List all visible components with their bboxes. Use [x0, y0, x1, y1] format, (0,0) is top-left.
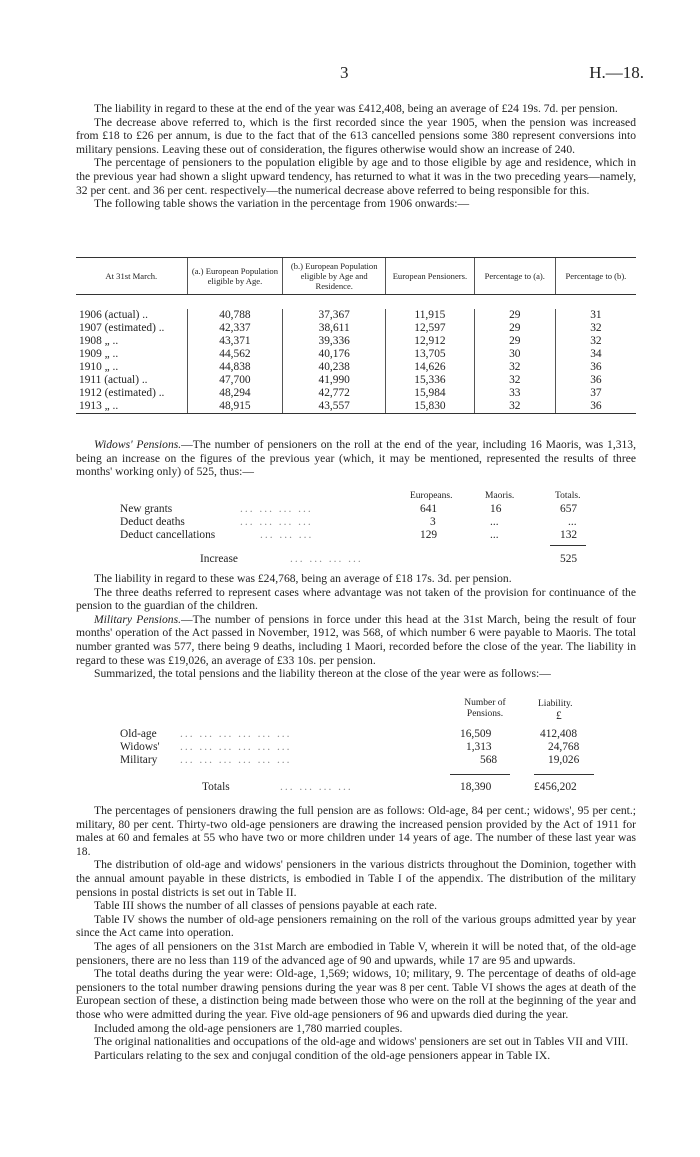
table-cell: 48,294	[187, 387, 283, 400]
table-cell: ...	[490, 529, 499, 541]
table-cell: ...	[568, 516, 577, 528]
page-number: 3	[340, 63, 349, 82]
widows-table-header	[120, 490, 600, 503]
totals-liability: £456,202	[534, 781, 577, 793]
column-header: Percentage to (b).	[555, 258, 636, 295]
table-cell: 129	[420, 529, 438, 541]
row-label: Deduct deaths	[120, 516, 185, 528]
table-cell: 1906 (actual) ..	[79, 309, 148, 321]
table-cell: 3	[430, 516, 436, 528]
table-cell: 412,408	[540, 728, 578, 740]
table-cell: 16	[490, 503, 502, 515]
widows-paragraph	[76, 438, 636, 479]
increase-value: 525	[560, 553, 578, 565]
table-cell: 15,830	[386, 400, 475, 414]
table-cell: 31	[555, 309, 636, 322]
table-cell: 12,597	[386, 322, 475, 335]
table-cell: 15,336	[386, 374, 475, 387]
intro-paragraph-3: The percentage of pensioners to the population eligible by age and to those eligible by age and residence, which in the previous year had shown a slight upward tendency, has returned to what it was in the two preceding years—namely, 32 per cent. and 36 per cent. respectively—the numerical decrease above referred to being responsible for this.	[76, 156, 636, 197]
table-cell: 1,313	[466, 741, 492, 753]
column-header: At 31st March.	[76, 258, 187, 295]
percentage-table	[76, 257, 636, 414]
column-header: Maoris.	[485, 491, 515, 501]
table-cell: 36	[555, 400, 636, 414]
table-cell: 12,912	[386, 335, 475, 348]
table-cell: ...	[490, 516, 499, 528]
leader-dots: ... ... ... ... ... ...	[180, 754, 292, 766]
table-cell: 43,557	[283, 400, 386, 414]
military-paragraph	[76, 613, 636, 667]
table-cell: 24,768	[548, 741, 580, 753]
table-cell: 13,705	[386, 348, 475, 361]
table-cell: 38,611	[283, 322, 386, 335]
table-cell: 43,371	[187, 335, 283, 348]
table-cell: 32	[474, 374, 555, 387]
column-header: European Pensioners.	[386, 258, 475, 295]
currency-unit: £	[556, 710, 562, 722]
closing-paragraph: Table IV shows the number of old-age pensioners remaining on the roll of the various groups admitted year by year since the Act came into operation.	[76, 912, 636, 940]
summary-intro-paragraph: Summarized, the total pensions and the liability thereon at the close of the year were as follows:—	[94, 667, 551, 681]
widows-table	[120, 490, 600, 566]
military-title: Military Pensions.	[94, 612, 182, 626]
sum-rule	[550, 545, 586, 546]
table-cell: 15,984	[386, 387, 475, 400]
leader-dots: ... ... ...	[260, 529, 314, 541]
summary-table	[120, 698, 600, 794]
table-cell: 39,336	[283, 335, 386, 348]
table-row	[120, 516, 600, 529]
column-header-liability: Liability.	[538, 699, 573, 709]
closing-paragraph: The ages of all pensioners on the 31st March are embodied in Table V, wherein it will be noted that, of the old-age pensioners, there are no less than 119 of the advanced age of 90 and upwards, while 17 are 95 and upwards.	[76, 939, 636, 967]
intro-paragraph-4: The following table shows the variation in the percentage from 1906 onwards:—	[94, 197, 470, 211]
table-row	[76, 335, 636, 348]
table-cell: 36	[555, 361, 636, 374]
widows-text: —The number of pensioners on the roll at the end of the year, including 16 Maoris, was 1,313, being an increase on the figures of the previous year (which, it may be mentioned, represented the results of three months' working only) of 525, thus:—	[76, 438, 637, 479]
document-reference: H.—18.	[589, 63, 644, 82]
table-cell: 1909 „ ..	[79, 348, 119, 360]
table-cell: 32	[555, 322, 636, 335]
leader-dots: ... ... ... ...	[290, 553, 363, 565]
table-cell: 44,838	[187, 361, 283, 374]
sum-rule	[534, 774, 594, 775]
widows-section	[76, 438, 636, 479]
page-header	[0, 63, 700, 88]
table-cell: 657	[560, 503, 578, 515]
table-row	[76, 309, 636, 322]
totals-number: 18,390	[460, 781, 492, 793]
table-cell: 32	[474, 400, 555, 414]
table-cell: 40,788	[187, 309, 283, 322]
table-cell: 29	[474, 335, 555, 348]
military-text: —The number of pensions in force under this head at the 31st March, being the result of four months' operation of the Act passed in November, 1912, was 568, of which number 6 were payable to Maoris. The total number granted was 577, there being 9 deaths, including 1 Maori, recorded before the close of the year. The liability in regard to these was £19,026, an average of £33 10s. per pension.	[76, 612, 636, 667]
table-cell: 29	[474, 322, 555, 335]
table-row	[76, 400, 636, 414]
percentage-table-wrapper	[76, 257, 636, 414]
closing-paragraph: The distribution of old-age and widows' pensioners in the various districts throughout the Dominion, together with the annual amount payable in these districts, is embodied in Table I of the appendix. The distribution of the military pensions in postal districts is set out in Table II.	[76, 858, 636, 899]
table-row	[120, 741, 600, 754]
closing-paragraph: Particulars relating to the sex and conjugal condition of the old-age pensioners appear in Table IX.	[94, 1048, 551, 1062]
table-cell: 14,626	[386, 361, 475, 374]
widows-liability-paragraph: The liability in regard to these was £24,768, being an average of £18 17s. 3d. per pension.	[94, 572, 512, 585]
table-cell: 48,915	[187, 400, 283, 414]
widows-deaths-paragraph: The three deaths referred to represent cases where advantage was not taken of the provision for continuance of the pension to the guardian of the children.	[76, 585, 636, 613]
column-header: Europeans.	[410, 491, 453, 501]
table-cell: 44,562	[187, 348, 283, 361]
table-cell: 641	[420, 503, 438, 515]
totals-label: Totals	[202, 781, 230, 793]
leader-dots: ... ... ... ...	[240, 503, 313, 515]
table-cell: 1908 „ ..	[79, 335, 119, 347]
row-label: Old-age	[120, 728, 157, 740]
leader-dots: ... ... ... ...	[280, 781, 353, 793]
table-cell: 32	[474, 361, 555, 374]
table-cell: 37,367	[283, 309, 386, 322]
table-cell: 42,772	[283, 387, 386, 400]
table-cell: 32	[555, 335, 636, 348]
row-label: Deduct cancellations	[120, 529, 216, 541]
leader-dots: ... ... ... ...	[240, 516, 313, 528]
column-header: Totals.	[555, 491, 581, 501]
closing-paragraph: The original nationalities and occupations of the old-age and widows' pensioners are set out in Tables VII and VIII.	[94, 1035, 629, 1049]
table-cell: 132	[560, 529, 578, 541]
widows-followup	[76, 572, 636, 681]
table-cell: 1910 „ ..	[79, 361, 119, 373]
row-label: Military	[120, 754, 158, 766]
table-row	[76, 387, 636, 400]
closing-paragraph: Included among the old-age pensioners are 1,780 married couples.	[94, 1021, 403, 1035]
intro-paragraph-1: The liability in regard to these at the end of the year was £412,408, being an average of £24 19s. 7d. per pension.	[94, 102, 618, 115]
table-cell: 37	[555, 387, 636, 400]
table-cell: 42,337	[187, 322, 283, 335]
table-cell: 36	[555, 374, 636, 387]
table-cell: 19,026	[548, 754, 580, 766]
column-header: (b.) European Population eligible by Age and Residence.	[283, 258, 386, 295]
table-cell: 47,700	[187, 374, 283, 387]
column-header-number: Number of Pensions.	[464, 698, 506, 719]
table-row	[120, 728, 600, 741]
column-header: (a.) European Population eligible by Age.	[187, 258, 283, 295]
table-cell: 16,509	[460, 728, 492, 740]
table-cell: 34	[555, 348, 636, 361]
column-header: Percentage to (a).	[474, 258, 555, 295]
table-cell: 1913 „ ..	[76, 400, 187, 414]
table-cell: 568	[480, 754, 498, 766]
widows-title: Widows' Pensions.	[94, 438, 182, 451]
table-cell: 33	[474, 387, 555, 400]
increase-row	[120, 553, 600, 566]
table-row	[120, 754, 600, 767]
increase-label: Increase	[200, 553, 238, 565]
leader-dots: ... ... ... ... ... ...	[180, 741, 292, 753]
table-cell: 11,915	[386, 309, 475, 322]
closing-section	[76, 804, 636, 1062]
closing-paragraph: Table III shows the number of all classes of pensions payable at each rate.	[94, 899, 438, 913]
table-cell: 1912 (estimated) ..	[79, 387, 165, 399]
row-label: New grants	[120, 503, 173, 515]
table-cell: 29	[474, 309, 555, 322]
table-row	[76, 348, 636, 361]
sum-rule	[450, 774, 510, 775]
table-cell: 1911 (actual) ..	[79, 374, 148, 386]
table-header-row	[76, 258, 636, 295]
totals-row	[120, 781, 600, 794]
table-row	[76, 374, 636, 387]
table-row	[76, 361, 636, 374]
table-row	[76, 322, 636, 335]
table-cell: 40,238	[283, 361, 386, 374]
table-cell: 1907 (estimated) ..	[79, 322, 165, 334]
table-cell: 30	[474, 348, 555, 361]
closing-paragraph: The total deaths during the year were: Old-age, 1,569; widows, 10; military, 9. The percentage of deaths of old-age pensioners to the total number drawing pensions during the year was 8 per cent. Table VI shows the ages at death of the European section of these, a distinction being made between those who were on the roll at the beginning of the year and those who were admitted during the year. Five old-age pensioners of 96 and upwards died during the year.	[76, 967, 636, 1021]
intro-section	[76, 102, 636, 211]
table-cell: 41,990	[283, 374, 386, 387]
intro-paragraph-2: The decrease above referred to, which is the first recorded since the year 1905, when the pension was increased from £18 to £26 per annum, is due to the fact that of the 613 cancelled pensions some 380 represent conversions into military pensions. Leaving these out of consideration, the figures otherwise would show an increase of 240.	[76, 115, 636, 156]
closing-paragraph: The percentages of pensioners drawing the full pension are as follows: Old-age, 84 per cent.; widows', 95 per cent.; military, 80 per cent. Thirty-two old-age pensioners are drawing the increased pension provided by the Act of 1911 for males at 60 and females at 55 who have two or more children under 14 years of age. The number of these last year was 18.	[76, 804, 636, 858]
table-row	[120, 503, 600, 516]
table-cell: 40,176	[283, 348, 386, 361]
summary-header	[120, 698, 600, 728]
row-label: Widows'	[120, 741, 160, 753]
table-row	[120, 529, 600, 542]
leader-dots: ... ... ... ... ... ...	[180, 728, 292, 740]
